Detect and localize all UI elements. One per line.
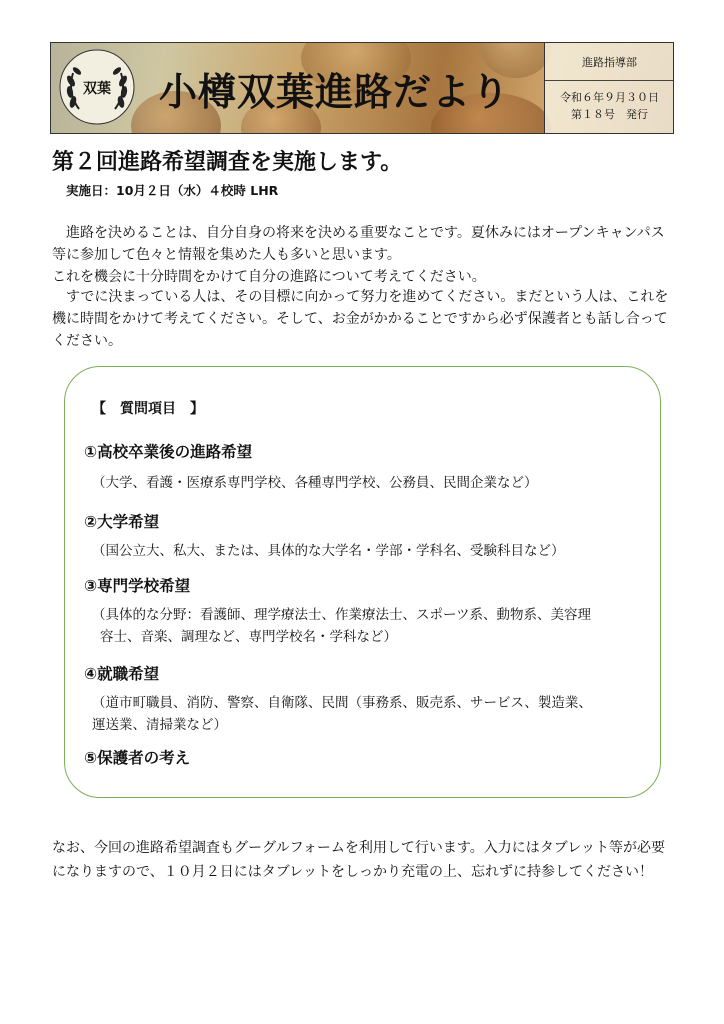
department-label: 進路指導部 — [582, 55, 637, 69]
issue-info-box — [544, 42, 674, 134]
page-headline: 第２回進路希望調査を実施します。 — [52, 150, 403, 175]
question-description: （道市町職員、消防、警察、自衛隊、民間（事務系、販売系、サービス、製造業、 — [92, 695, 592, 711]
question-description: （具体的な分野：看護師、理学療法士、作業療法士、スポーツ系、動物系、美容理 — [92, 607, 591, 623]
question-heading: ④就職希望 — [84, 665, 160, 683]
issue-number: 第１８号 発行 — [571, 107, 648, 121]
closing-paragraph: なお、今回の進路希望調査もグーグルフォームを利用して行います。入力にはタブレット等が必要になりますので、１０月２日にはタブレットをしっかり充電の上、忘れずに持参してください！ — [52, 840, 666, 880]
emblem-text: 双葉 — [83, 81, 111, 97]
issue-date: 令和６年９月３０日 — [545, 80, 674, 109]
question-description: 運送業、清掃業など） — [92, 717, 227, 733]
survey-date: 実施日：10月２日（水）４校時 LHR — [66, 183, 279, 198]
question-heading: ②大学希望 — [84, 513, 160, 531]
paragraph-text: これを機会に十分時間をかけて自分の進路について考えてください。 — [52, 269, 486, 285]
school-emblem-icon — [57, 47, 137, 127]
question-heading: ⑤保護者の考え — [84, 749, 191, 767]
question-description: （国公立大、私大、または、具体的な大学名・学部・学科名、受験科目など） — [92, 543, 565, 559]
intro-paragraph — [52, 222, 676, 288]
paragraph-text: 進路を決めることは、自分自身の将来を決める重要なことです。夏休みにはオープンキャンパス等に参加して色々と情報を集めた人も多いと思います。 — [52, 225, 665, 263]
question-heading: ①高校卒業後の進路希望 — [84, 443, 253, 461]
header-banner — [50, 42, 674, 134]
question-items-title: 【 質問項目 】 — [92, 401, 204, 417]
question-description: 容士、音楽、調理など、専門学校名・学科など） — [100, 629, 397, 645]
question-description: （大学、看護・医療系専門学校、各種専門学校、公務員、民間企業など） — [92, 475, 538, 491]
paragraph-text: すでに決まっている人は、その目標に向かって努力を進めてください。まだという人は、これを機に時間をかけて考えてください。そして、お金がかかることですから必ず保護者とも話し合ってください。 — [52, 289, 669, 349]
question-heading: ③専門学校希望 — [84, 577, 191, 595]
newsletter-title: 小樽双葉進路だより — [159, 69, 511, 114]
